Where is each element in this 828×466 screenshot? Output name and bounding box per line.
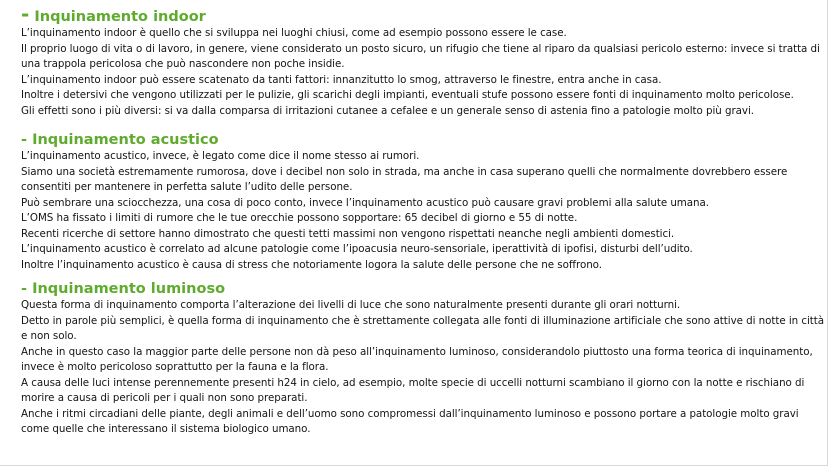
paragraph: L’inquinamento indoor può essere scatenato da tanti fattori: innanzitutto lo smog, attraverso le finestre, entra anche in casa. bbox=[21, 73, 662, 86]
paragraph: Recenti ricerche di settore hanno dimostrato che questi tetti massimi non vengono rispettati neanche negli ambienti domestici. bbox=[21, 227, 675, 240]
paragraph: Siamo una società estremamente rumorosa, dove i decibel non solo in strada, ma anche in casa superano quelli che normalmente dovrebbero essere consentiti per mantenere in perfetta salute l’udito delle persone. bbox=[21, 165, 788, 193]
section-acustico bbox=[21, 131, 827, 273]
heading-title: Inquinamento indoor bbox=[29, 9, 206, 25]
heading-dash: - bbox=[21, 2, 30, 26]
heading-title: Inquinamento acustico bbox=[27, 132, 219, 148]
paragraph: Anche i ritmi circadiani delle piante, degli animali e dell’uomo sono compromessi dall’inquinamento luminoso e possono portare a patologie molto gravi come quelle che interessano il sistema biologico umano. bbox=[21, 407, 799, 435]
paragraph: A causa delle luci intense perennemente presenti h24 in cielo, ad esempio, molte specie di uccelli notturni scambiano il giorno con la notte e rischiano di morire a causa di pericoli per i quali non sono preparati. bbox=[21, 376, 805, 404]
section-indoor bbox=[21, 2, 827, 119]
paragraph: L’inquinamento acustico è correlato ad alcune patologie come l’ipoacusia neuro-sensoriale, iperattività di ipofisi, disturbi dell’udito. bbox=[21, 243, 693, 255]
paragraph: Anche in questo caso la maggior parte delle persone non dà peso all’inquinamento luminoso, considerandolo piuttosto una forma teorica di inquinamento, invece è molto pericoloso soprattutto per la fauna e la flora. bbox=[21, 345, 813, 373]
paragraph: Inoltre l’inquinamento acustico è causa di stress che notoriamente logora la salute delle persone che ne soffrono. bbox=[21, 258, 602, 271]
paragraph: L’inquinamento indoor è quello che si sviluppa nei luoghi chiusi, come ad esempio possono essere le case. bbox=[21, 27, 567, 39]
paragraph: Questa forma di inquinamento comporta l’alterazione dei livelli di luce che sono naturalmente presenti durante gli orari notturni. bbox=[21, 299, 681, 311]
paragraph: Il proprio luogo di vita o di lavoro, in genere, viene considerato un posto sicuro, un rifugio che tiene al riparo da qualsiasi pericolo esterno: invece si tratta di una trappola pericolosa che può nascondere non poche insidie. bbox=[21, 42, 820, 70]
heading-dash: - bbox=[21, 132, 28, 148]
section-heading-acustico bbox=[21, 131, 827, 149]
heading-title: Inquinamento luminoso bbox=[27, 281, 226, 297]
section-heading-luminoso bbox=[21, 280, 827, 298]
section-luminoso bbox=[21, 280, 827, 438]
paragraph: L’OMS ha fissato i limiti di rumore che le tue orecchie possono sopportare: 65 decibel di giorno e 55 di notte. bbox=[21, 212, 578, 224]
section-heading-indoor bbox=[21, 2, 827, 26]
heading-dash: - bbox=[21, 281, 28, 297]
paragraph: L’inquinamento acustico, invece, è legato come dice il nome stesso ai rumori. bbox=[21, 150, 420, 162]
paragraph: Può sembrare una sciocchezza, una cosa di poco conto, invece l’inquinamento acustico può causare gravi problemi alla salute umana. bbox=[21, 196, 710, 209]
paragraph: Inoltre i detersivi che vengono utilizzati per le pulizie, gli scarichi degli impianti, eventuali stufe possono essere fonti di inquinamento molto pericolose. bbox=[21, 89, 794, 101]
paragraph: Gli effetti sono i più diversi: si va dalla comparsa di irritazioni cutanee a cefalee e un generale senso di astenia fino a patologie molto più gravi. bbox=[21, 104, 754, 117]
paragraph: Detto in parole più semplici, è quella forma di inquinamento che è strettamente collegata alle fonti di illuminazione artificiale che sono attive di notte in città e non solo. bbox=[21, 314, 825, 342]
